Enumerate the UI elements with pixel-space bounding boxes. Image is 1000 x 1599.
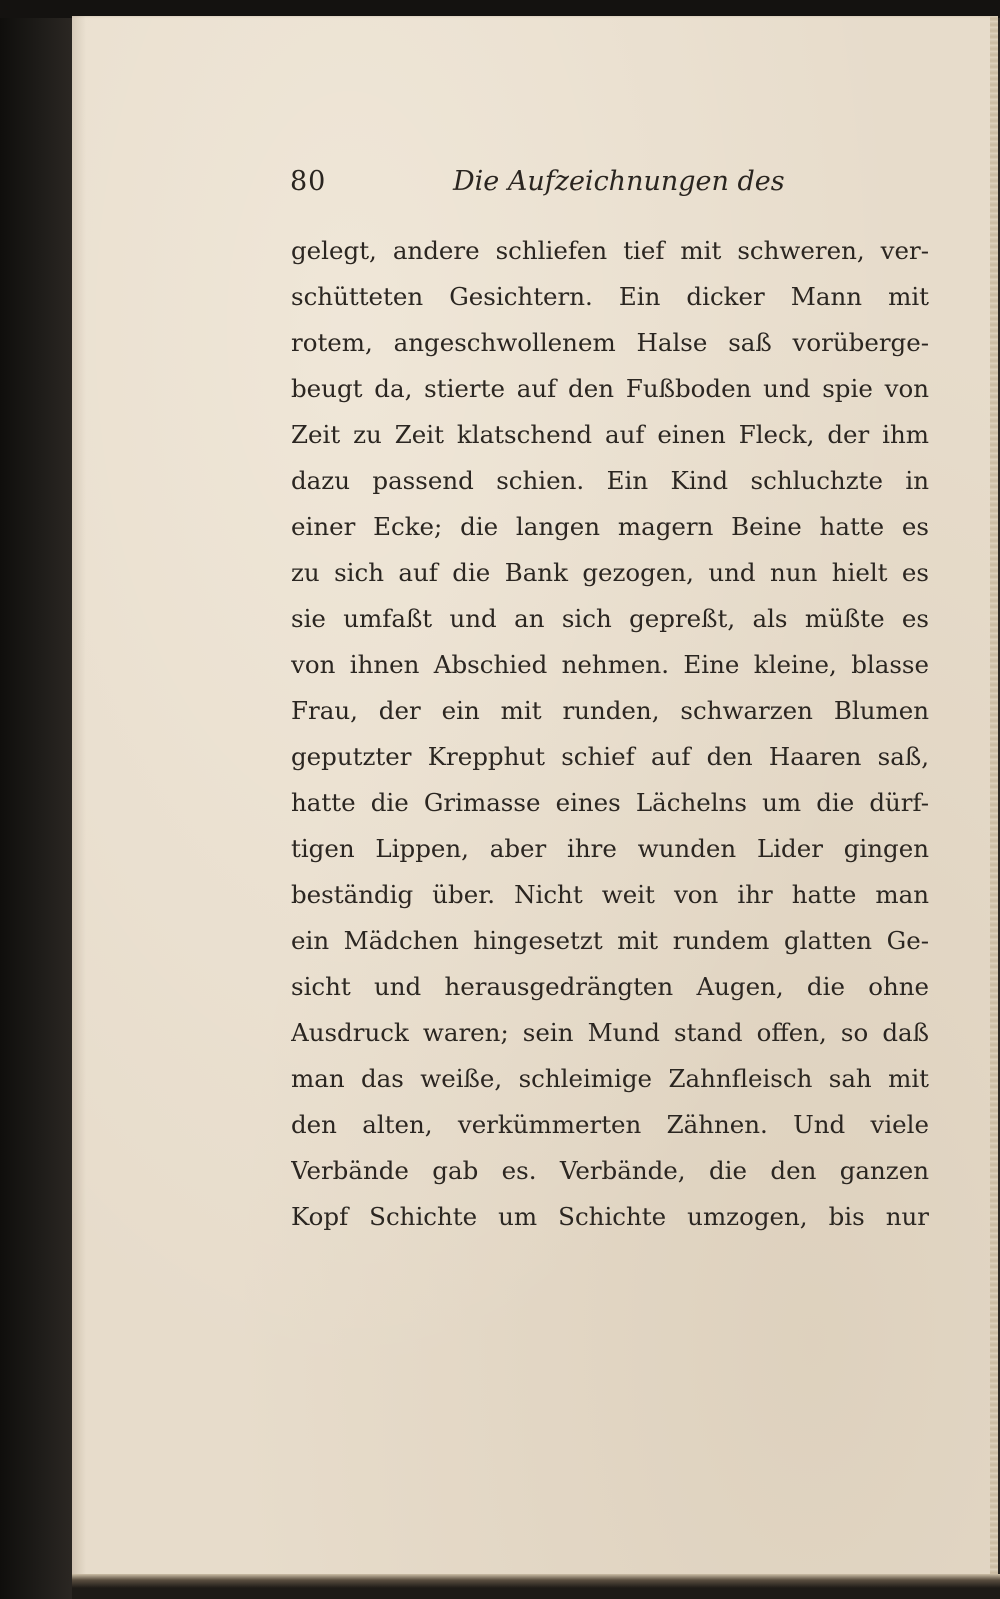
- text-line: gelegt, andere schliefen tief mit schweren, ver-: [291, 236, 929, 265]
- text-line: dazu passend schien. Ein Kind schluchzte in: [291, 466, 929, 495]
- scan-bottom-border: [72, 1574, 1000, 1599]
- text-line: Zeit zu Zeit klatschend auf einen Fleck, der ihm: [291, 420, 929, 449]
- text-line: sie umfaßt und an sich gepreßt, als müßte es: [291, 604, 929, 633]
- text-line: einer Ecke; die langen magern Beine hatte es: [291, 512, 929, 541]
- text-line: man das weiße, schleimige Zahnfleisch sah mit: [291, 1064, 929, 1093]
- text-line: von ihnen Abschied nehmen. Eine kleine, blasse: [291, 650, 929, 679]
- text-line: rotem, angeschwollenem Halse saß vorüberge-: [291, 328, 929, 357]
- text-line: zu sich auf die Bank gezogen, und nun hielt es: [291, 558, 929, 587]
- text-line: tigen Lippen, aber ihre wunden Lider gingen: [291, 834, 929, 863]
- text-line: Ausdruck waren; sein Mund stand offen, so daß: [291, 1018, 929, 1047]
- text-line: schütteten Gesichtern. Ein dicker Mann mit: [291, 282, 929, 311]
- text-line: beständig über. Nicht weit von ihr hatte man: [291, 880, 929, 909]
- page-edge: [990, 16, 998, 1576]
- text-line: den alten, verkümmerten Zähnen. Und viele: [291, 1110, 929, 1139]
- text-line: Verbände gab es. Verbände, die den ganzen: [291, 1156, 929, 1185]
- text-line: Kopf Schichte um Schichte umzogen, bis nur: [291, 1202, 929, 1231]
- text-line: geputzter Krepphut schief auf den Haaren saß,: [291, 742, 929, 771]
- text-line: sicht und herausgedrängten Augen, die ohne: [291, 972, 929, 1001]
- text-line: ein Mädchen hingesetzt mit rundem glatten Ge-: [291, 926, 929, 955]
- text-line: hatte die Grimasse eines Lächelns um die dürf-: [291, 788, 929, 817]
- page-number: 80: [290, 166, 327, 197]
- text-line: Frau, der ein mit runden, schwarzen Blumen: [291, 696, 929, 725]
- page-header: [290, 166, 930, 206]
- running-title: Die Aufzeichnungen des: [453, 166, 785, 197]
- body-text: [291, 228, 929, 1240]
- text-line: beugt da, stierte auf den Fußboden und spie von: [291, 374, 929, 403]
